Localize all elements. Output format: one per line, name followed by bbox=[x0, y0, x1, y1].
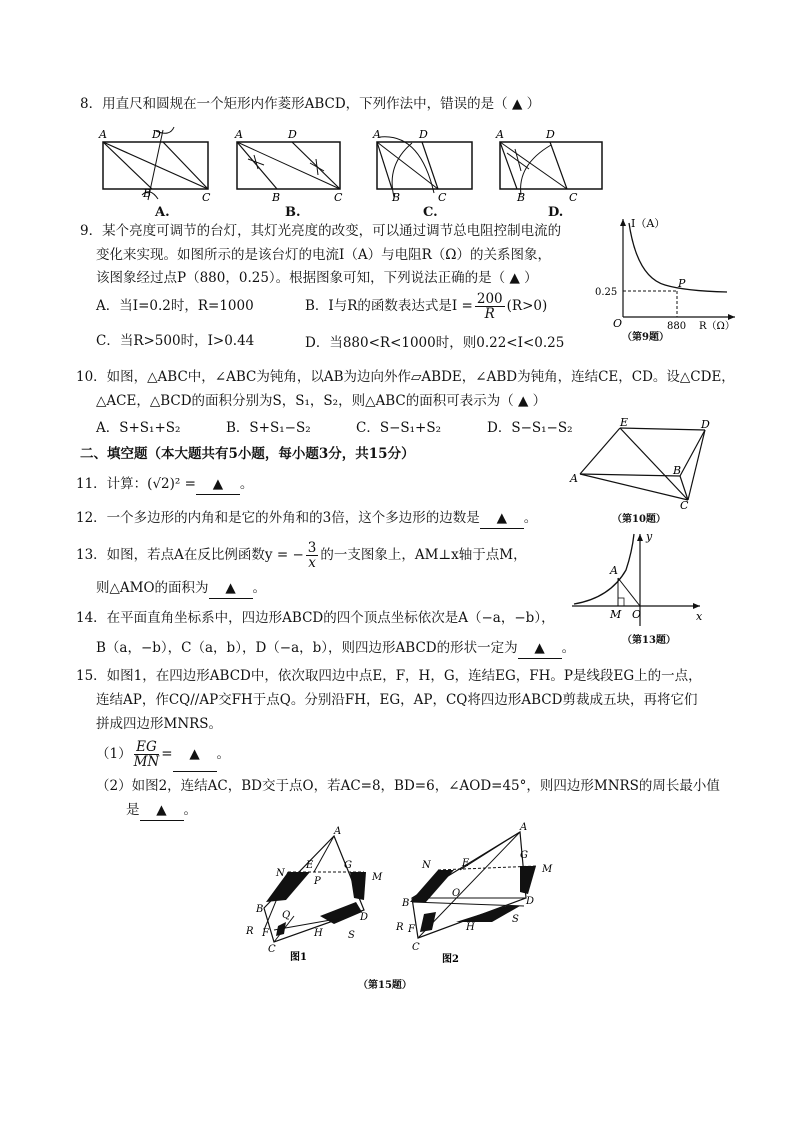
q11 bbox=[76, 474, 253, 495]
q13-frac-den: x bbox=[308, 555, 316, 571]
q9-option-b-cond: (R>0) bbox=[506, 298, 548, 314]
q15f2-label-c: C bbox=[412, 942, 420, 953]
q11-blank[interactable]: ▲ bbox=[196, 474, 240, 495]
q9-point-p: P bbox=[678, 277, 686, 290]
q15-line3: 拼成四边形MNRS。 bbox=[96, 716, 223, 732]
q15f2-label-n: N bbox=[422, 860, 431, 871]
q10-label-b: B bbox=[673, 464, 682, 477]
q15f1-label-p: P bbox=[314, 876, 321, 887]
q15f2-label-f: F bbox=[408, 924, 415, 935]
q8-figure-a bbox=[98, 125, 213, 205]
q15f1-label-e: E bbox=[306, 860, 314, 871]
q9-line1: 9．某个亮度可调节的台灯，其灯光亮度的改变，可以通过调节总电阻控制电流的 bbox=[80, 223, 562, 239]
q13-line2-end: 。 bbox=[252, 580, 267, 596]
q15-figure-2 bbox=[396, 822, 556, 972]
q13-fraction bbox=[306, 541, 319, 570]
q10-line2: △ACE，△BCD的面积分别为S，S₁，S₂，则△ABC的面积可表示为（ ▲ ） bbox=[96, 393, 547, 409]
q10-line1: 10．如图，△ABC中，∠ABC为钝角，以AB为边向外作▱ABDE，∠ABD为钝角，连结CE，CD。设△CDE， bbox=[76, 369, 735, 385]
q15-line1: 15．如图1，在四边形ABCD中，依次取四边中点E，F，H，G，连结EG，FH。P是线段EG上的一点， bbox=[76, 668, 702, 684]
q15-sub1-num: （1） bbox=[96, 746, 132, 762]
q15f2-label-r: R bbox=[396, 922, 404, 933]
q8c-label-d: D bbox=[419, 128, 428, 141]
q13-text-end: 的一支图象上，AM⊥x轴于点M， bbox=[320, 547, 527, 563]
q14-blank[interactable]: ▲ bbox=[518, 638, 562, 659]
q8-option-c[interactable]: C. bbox=[423, 205, 438, 220]
q10-figure bbox=[570, 418, 720, 518]
q13-label-m: M bbox=[610, 608, 622, 621]
q8-option-d[interactable]: D. bbox=[548, 205, 564, 220]
q15-sub1-end: 。 bbox=[216, 746, 231, 762]
q15f2-label-b: B bbox=[402, 898, 410, 909]
q10-option-a[interactable]: A．S+S₁+S₂ bbox=[96, 420, 181, 436]
q8c-label-a: A bbox=[373, 128, 381, 141]
q8c-label-c: C bbox=[438, 191, 447, 204]
q8d-label-c: C bbox=[569, 191, 578, 204]
q13-frac-num: 3 bbox=[307, 540, 317, 556]
q9-caption: （第9题） bbox=[622, 332, 669, 343]
q15f2-label-e: E bbox=[462, 858, 470, 869]
q14-line2-end: 。 bbox=[561, 640, 576, 656]
q8-figure-d bbox=[495, 125, 607, 205]
q15f2-label-d: D bbox=[526, 896, 535, 907]
q10-label-d: D bbox=[701, 418, 710, 431]
q9-ytick: 0.25 bbox=[595, 287, 618, 298]
q15f2-label-g: G bbox=[520, 850, 528, 861]
q10-option-c[interactable]: C．S−S₁+S₂ bbox=[356, 420, 442, 436]
q15f2-label-h: H bbox=[466, 922, 475, 933]
q9-option-b-text: B．I与R的函数表达式是I = bbox=[305, 298, 473, 314]
q8a-label-a: A bbox=[99, 128, 107, 141]
q15f1-label-n: N bbox=[276, 868, 285, 879]
q15-caption: （第15题） bbox=[358, 980, 412, 991]
q15-frac-den: MN bbox=[133, 754, 160, 770]
q15-figure-1 bbox=[238, 826, 388, 971]
q8b-label-c: C bbox=[334, 191, 343, 204]
q11-end: 。 bbox=[239, 476, 254, 492]
q9-option-a[interactable]: A．当I=0.2时，R=1000 bbox=[96, 298, 254, 314]
q9-frac-num: 200 bbox=[476, 291, 503, 307]
q8b-label-a: A bbox=[235, 128, 243, 141]
q9-xlabel: R（Ω） bbox=[699, 321, 735, 332]
q13-label-x: x bbox=[696, 610, 703, 623]
q8-option-b[interactable]: B. bbox=[285, 205, 301, 220]
q11-text: 11．计算：(√2)² = bbox=[76, 476, 196, 492]
q8a-label-d: D bbox=[152, 128, 161, 141]
q10-label-a: A bbox=[570, 472, 578, 485]
q9-option-d[interactable]: D．当880<R<1000时，则0.22<I<0.25 bbox=[305, 335, 565, 351]
q15f1-label-c: C bbox=[268, 944, 276, 955]
q8-option-a[interactable]: A. bbox=[155, 205, 170, 220]
q9-graph bbox=[595, 215, 745, 340]
q8d-label-a: A bbox=[496, 128, 504, 141]
q8-stem: 8．用直尺和圆规在一个矩形内作菱形ABCD，下列作法中，错误的是（ ▲ ） bbox=[80, 96, 541, 112]
q9-line2: 变化来实现。如图所示的是该台灯的电流I（A）与电阻R（Ω）的关系图象， bbox=[96, 247, 551, 263]
q15-line2: 连结AP，作CQ//AP交FH于点Q。分别沿FH，EG，AP，CQ将四边形ABCD剪裁成五块，再将它们 bbox=[96, 692, 698, 708]
section2-heading: 二、填空题（本大题共有5小题，每小题3分，共15分） bbox=[80, 446, 415, 462]
q9-option-c[interactable]: C．当R>500时，I>0.44 bbox=[96, 333, 255, 349]
q15f1-label-a: A bbox=[334, 826, 342, 837]
q15-sub2-line2 bbox=[126, 800, 197, 821]
q10-option-b[interactable]: B．S+S₁−S₂ bbox=[226, 420, 311, 436]
q8c-label-b: B bbox=[392, 191, 401, 204]
q15-sub2-line1: （2）如图2，连结AC，BD交于点O，若AC=8，BD=6，∠AOD=45°，则四边形MNRS的周长最小值 bbox=[96, 778, 720, 794]
q15f2-label-s: S bbox=[512, 914, 519, 925]
q15f1-label-d: D bbox=[360, 912, 369, 923]
q14-line1: 14．在平面直角坐标系中，四边形ABCD的四个顶点坐标依次是A（−a，−b）， bbox=[76, 610, 555, 626]
q8-figure-b bbox=[232, 125, 347, 205]
q15f1-label-m: M bbox=[372, 872, 383, 883]
q10-caption: （第10题） bbox=[612, 514, 666, 525]
q15-sub2-blank[interactable]: ▲ bbox=[140, 800, 184, 821]
q15-sub1-fraction bbox=[134, 740, 160, 769]
q15f2-label-m: M bbox=[542, 864, 553, 875]
q14-line2 bbox=[96, 638, 575, 659]
q9-option-b-fraction bbox=[475, 292, 505, 321]
q8b-label-d: D bbox=[288, 128, 297, 141]
q13-line2 bbox=[96, 578, 266, 599]
q10-label-e: E bbox=[620, 416, 629, 429]
q13-caption: （第13题） bbox=[622, 635, 676, 646]
q12-blank[interactable]: ▲ bbox=[480, 508, 524, 529]
q15-sub1-eq: = bbox=[161, 746, 173, 762]
q15f1-label-b: B bbox=[256, 904, 264, 915]
q15f2-label-o: O bbox=[452, 888, 461, 899]
q12 bbox=[76, 508, 537, 529]
q10-option-d[interactable]: D．S−S₁−S₂ bbox=[487, 420, 573, 436]
q15f1-label-f: F bbox=[262, 928, 269, 939]
q10-label-c: C bbox=[680, 499, 689, 512]
q15-sub1-blank[interactable]: ▲ bbox=[173, 737, 217, 772]
q15f2-label-a: A bbox=[520, 822, 528, 833]
q12-text: 12．一个多边形的内角和是它的外角和的3倍，这个多边形的边数是 bbox=[76, 510, 480, 526]
q15-sub1 bbox=[96, 737, 230, 772]
q13-line2-text: 则△AMO的面积为 bbox=[96, 580, 209, 596]
q15-fig1-label: 图1 bbox=[290, 952, 307, 963]
q15f1-label-q: Q bbox=[282, 910, 291, 921]
q9-xtick: 880 bbox=[667, 321, 687, 332]
q15f1-label-g: G bbox=[344, 860, 352, 871]
q12-end: 。 bbox=[523, 510, 538, 526]
q13-label-a: A bbox=[610, 564, 618, 577]
q9-line3: 该图象经过点P（880，0.25）。根据图象可知，下列说法正确的是（ ▲ ） bbox=[96, 270, 538, 286]
q13-label-y: y bbox=[646, 530, 653, 543]
q8-figure-c bbox=[372, 125, 477, 205]
q15-frac-num: EG bbox=[134, 740, 160, 755]
q13-text: 13．如图，若点A在反比例函数y = − bbox=[76, 547, 304, 563]
q14-line2-text: B（a，−b），C（a，b），D（−a，b），则四边形ABCD的形状一定为 bbox=[96, 640, 518, 656]
q8d-label-b: B bbox=[517, 191, 526, 204]
q15f1-label-h: H bbox=[314, 928, 323, 939]
q8b-label-b: B bbox=[272, 191, 281, 204]
q13-graph bbox=[570, 530, 710, 630]
q8a-label-c: C bbox=[202, 191, 211, 204]
q15-fig2-label: 图2 bbox=[442, 954, 459, 965]
q9-origin: O bbox=[613, 317, 623, 330]
q15-sub2-text: 是 bbox=[126, 802, 140, 818]
q8d-label-d: D bbox=[546, 128, 555, 141]
q13-label-o: O bbox=[632, 608, 642, 621]
q9-option-b[interactable] bbox=[305, 290, 547, 322]
q15f1-label-r: R bbox=[246, 926, 254, 937]
q15f1-label-s: S bbox=[348, 930, 355, 941]
q9-frac-den: R bbox=[484, 306, 495, 322]
q13-line1 bbox=[76, 538, 527, 572]
q9-ylabel: I（A） bbox=[631, 217, 666, 230]
q15-sub2-end: 。 bbox=[183, 802, 197, 818]
q13-blank[interactable]: ▲ bbox=[209, 578, 253, 599]
q8a-label-b: B bbox=[143, 187, 152, 200]
